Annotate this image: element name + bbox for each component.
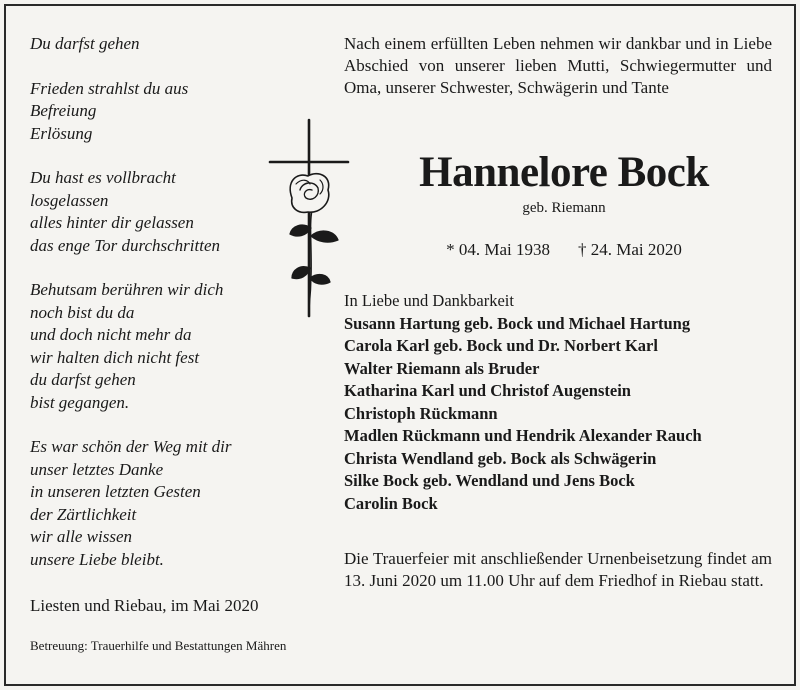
poem-line: Du darfst gehen [30, 34, 140, 53]
poem-line: unsere Liebe bleibt. [30, 549, 164, 569]
death-date: † 24. Mai 2020 [578, 240, 682, 259]
cross-rose-icon [262, 118, 357, 318]
poem-line: Behutsam berühren wir dich [30, 280, 224, 299]
poem-line: noch bist du da [30, 302, 135, 322]
intro-text: Nach einem erfüllten Leben nehmen wir dankbar und in Liebe Abschied von unserer lieben Mutti, Schwiegermutter und Oma, unserer Schwester, Schwägerin und Tante [344, 34, 772, 97]
maiden-name: geb. Riemann [522, 200, 606, 216]
poem-line: der Zärtlichkeit [30, 504, 137, 524]
poem-line: bist gegangen. [30, 392, 130, 412]
footer-undertaker: Betreuung: Trauerhilfe und Bestattungen Mähren [30, 638, 287, 653]
poem-line: unser letztes Danke [30, 459, 164, 479]
mourner-name: Silke Bock geb. Wendland und Jens Bock [344, 471, 635, 490]
mourner-name: Walter Riemann als Bruder [344, 358, 540, 378]
poem-line: Befreiung [30, 101, 97, 120]
poem-line: Es war schön der Weg mit dir [30, 437, 232, 456]
poem-line: und doch nicht mehr da [30, 325, 192, 344]
mourner-name: Christa Wendland geb. Bock als Schwägerin [344, 448, 657, 468]
poem-stanza [30, 33, 320, 56]
poem-line: Frieden strahlst du aus [30, 78, 189, 98]
place-date: Liesten und Riebau, im Mai 2020 [30, 596, 259, 615]
poem-line: wir alle wissen [30, 527, 133, 546]
poem-line: das enge Tor durchschritten [30, 235, 220, 255]
poem-line: alles hinter dir gelassen [30, 213, 194, 232]
mourner-name: Carolin Bock [344, 493, 438, 513]
poem-line: Erlösung [30, 123, 93, 143]
poem-line: du darfst gehen [30, 370, 136, 389]
birth-date: * 04. Mai 1938 [446, 240, 550, 259]
mourner-name: Carola Karl geb. Bock und Dr. Norbert Karl [344, 336, 658, 355]
mourner-name: Madlen Rückmann und Hendrik Alexander Rauch [344, 426, 702, 445]
mourners-list [344, 290, 702, 515]
poem-line: in unseren letzten Gesten [30, 482, 201, 501]
poem-line: losgelassen [30, 190, 109, 210]
poem-line: wir halten dich nicht fest [30, 347, 200, 367]
life-dates [404, 240, 724, 260]
mourners-intro: In Liebe und Dankbarkeit [344, 291, 514, 310]
poem-stanza [30, 436, 320, 571]
mourner-name: Katharina Karl und Christof Augenstein [344, 381, 631, 400]
deceased-name: Hannelore Bock [419, 149, 709, 196]
ceremony-text: Die Trauerfeier mit anschließender Urnenbeisetzung findet am 13. Juni 2020 um 11.00 Uhr auf dem Friedhof in Riebau statt. [344, 549, 772, 590]
mourner-name: Christoph Rückmann [344, 403, 498, 423]
mourner-name: Susann Hartung geb. Bock und Michael Hartung [344, 313, 691, 333]
poem-line: Du hast es vollbracht [30, 168, 176, 187]
